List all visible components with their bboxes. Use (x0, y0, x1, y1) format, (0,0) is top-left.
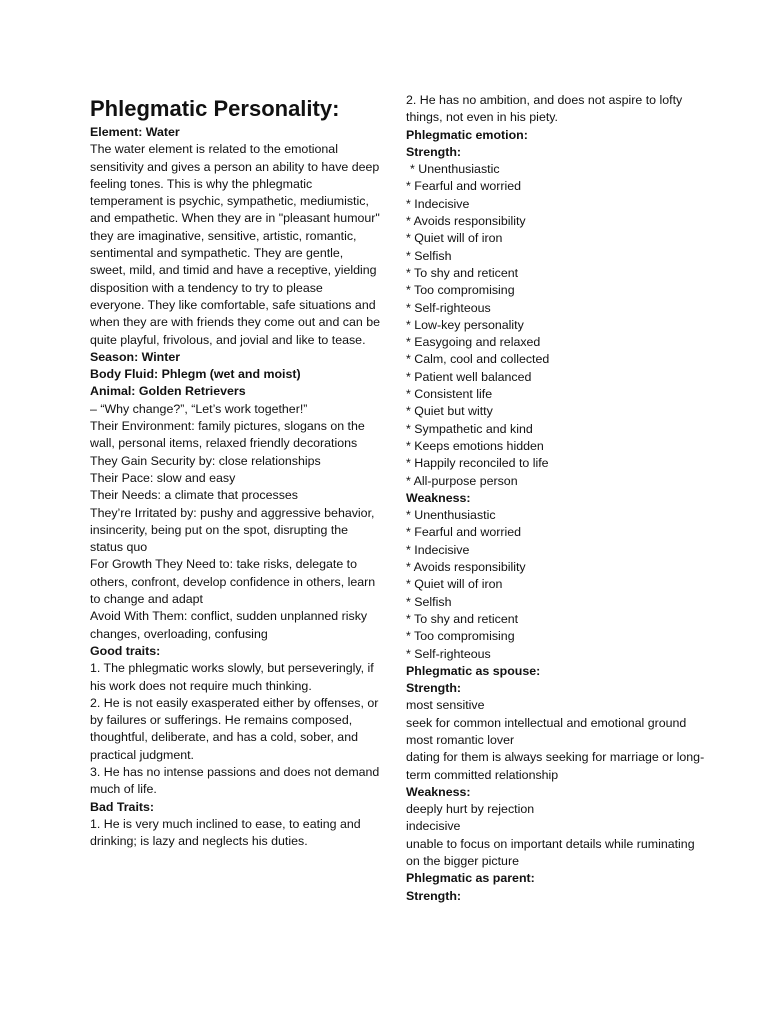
text-line: * Too compromising (406, 283, 515, 298)
text-line: * Quiet but witty (406, 404, 493, 419)
text-line: * Easygoing and relaxed (406, 335, 541, 350)
text-line: dating for them is always seeking for marriage or long-term committed relationship (406, 750, 705, 782)
left-column-body (90, 124, 380, 850)
section-heading: Weakness: (406, 490, 471, 505)
text-line: * Happily reconciled to life (406, 456, 549, 471)
text-line: 2. He has no ambition, and does not aspire to lofty things, not even in his piety. (406, 93, 683, 125)
section-heading: Strength: (406, 888, 462, 903)
section-heading: Element: Water (90, 125, 180, 139)
section-heading: Phlegmatic as spouse: (406, 663, 541, 678)
text-line: most romantic lover (406, 732, 515, 747)
text-line: * All-purpose person (406, 473, 518, 488)
text-line: Their Pace: slow and easy (90, 470, 236, 485)
section-heading: Season: Winter (90, 349, 181, 364)
section-heading: Good traits: (90, 643, 161, 658)
page-title: Phlegmatic Personality: (90, 96, 340, 121)
text-line: Avoid With Them: conflict, sudden unplanned risky changes, overloading, confusing (90, 609, 368, 641)
right-column (406, 92, 706, 905)
text-line: * Sympathetic and kind (406, 421, 533, 436)
text-line: 3. He has no intense passions and does not demand much of life. (90, 764, 380, 797)
text-line: * To shy and reticent (406, 611, 519, 626)
text-line: most sensitive (406, 698, 485, 713)
text-line: * Consistent life (406, 387, 493, 402)
section-heading: Weakness: (406, 784, 471, 799)
text-line: They Gain Security by: close relationships (90, 453, 321, 468)
section-heading: Body Fluid: Phlegm (wet and moist) (90, 367, 301, 382)
text-line: 1. He is very much inclined to ease, to eating and drinking; is lazy and neglects his duties. (90, 816, 361, 849)
text-line: * Indecisive (406, 542, 470, 557)
text-line: * Avoids responsibility (406, 560, 526, 575)
right-column-body (406, 92, 706, 905)
text-line: * Selfish (406, 594, 452, 609)
text-line: indecisive (406, 819, 461, 834)
text-line: * Selfish (406, 248, 452, 263)
text-line: * Fearful and worried (406, 525, 522, 540)
text-line: * Low-key personality (406, 317, 524, 332)
text-line: * Keeps emotions hidden (406, 438, 544, 453)
text-line: They’re Irritated by: pushy and aggressive behavior, insincerity, being put on the spot, disrupting the status quo (90, 505, 375, 555)
text-line: Their Environment: family pictures, slogans on the wall, personal items, relaxed friendly decorations (90, 419, 365, 451)
text-line: The water element is related to the emotional sensitivity and gives a person an ability to have deep feeling tones. This is why the phlegmatic temperament is psychic, sympathetic, mediumistic, and empathetic. When they are in "pleasant humour" they are imaginative, sensitive, artistic, romantic, sentimental and sympathetic. They are gentle, sweet, mild, and timid and have a receptive, yielding disposition with a tendency to try to please everyone. They like comfortable, safe situations and when they are with friends they come out and can be quite playful, frivolous, and jovial and like to tease. (90, 142, 380, 347)
text-line: deeply hurt by rejection (406, 802, 535, 817)
text-line: * Patient well balanced (406, 369, 532, 384)
text-line: 1. The phlegmatic works slowly, but perseveringly, if his work does not require much thinking. (90, 661, 374, 693)
section-heading: Bad Traits: (90, 799, 155, 814)
text-line: * Self-righteous (406, 300, 491, 315)
section-heading: Strength: (406, 144, 462, 159)
text-line: * Avoids responsibility (406, 214, 526, 229)
text-line: * Calm, cool and collected (406, 352, 550, 367)
section-heading: Animal: Golden Retrievers (90, 384, 246, 399)
text-line: * To shy and reticent (406, 265, 519, 280)
text-line: * Too compromising (406, 629, 515, 644)
section-heading: Strength: (406, 681, 462, 696)
text-line: * Indecisive (406, 196, 470, 211)
left-column (90, 96, 380, 850)
text-line: * Quiet will of iron (406, 231, 503, 246)
text-line: * Quiet will of iron (406, 577, 503, 592)
text-line: unable to focus on important details while ruminating on the bigger picture (406, 836, 695, 869)
text-line: 2. He is not easily exasperated either by offenses, or by failures or sufferings. He remains composed, thoughtful, deliberate, and has a cold, sober, and practical judgment. (90, 695, 379, 762)
section-heading: Phlegmatic emotion: (406, 127, 528, 142)
text-line: * Unenthusiastic (410, 162, 500, 177)
text-line: * Fearful and worried (406, 179, 522, 194)
text-line: seek for common intellectual and emotional ground (406, 715, 687, 730)
text-line: – “Why change?”, “Let’s work together!” (90, 401, 308, 416)
section-heading: Phlegmatic as parent: (406, 871, 535, 886)
text-line: Their Needs: a climate that processes (90, 488, 298, 503)
text-line: For Growth They Need to: take risks, delegate to others, confront, develop confidence in others, learn to change and adapt (90, 557, 376, 607)
text-line: * Unenthusiastic (406, 508, 496, 523)
text-line: * Self-righteous (406, 646, 491, 661)
